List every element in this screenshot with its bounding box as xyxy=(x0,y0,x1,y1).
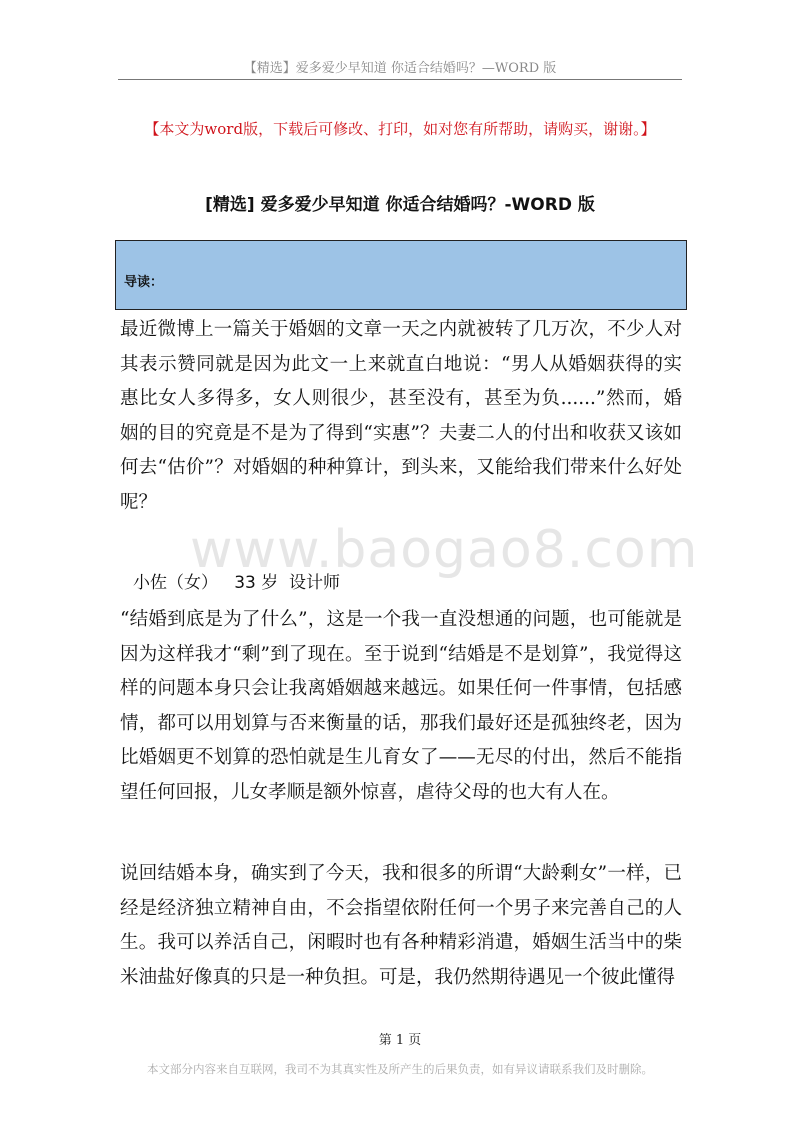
interviewee-byline: 小佐（女） 33 岁 设计师 xyxy=(133,573,341,593)
paragraph-2: “结婚到底是为了什么”，这是一个我一直没想通的问题，也可能就是因为这样我才“剩”到了现在。至于说到“结婚是不是划算”，我觉得这样的问题本身只会让我离婚姻越来越远。如果任何一件事情，包括感情，都可以用划算与否来衡量的话，那我们最好还是孤独终老，因为比婚姻更不划算的恐怕就是生儿育女了——无尽的付出，然后不能指望任何回报，儿女孝顺是额外惊喜，虐待父母的也大有人在。 xyxy=(120,609,682,803)
footer-disclaimer: 本文部分内容来自互联网，我司不为其真实性及所产生的后果负责，如有异议请联系我们及时删除。 xyxy=(147,1062,653,1076)
document-title: [精选] 爱多爱少早知道 你适合结婚吗？-WORD 版 xyxy=(205,195,595,215)
watermark: www.baogao8.com xyxy=(190,520,699,580)
lead-label: 导读： xyxy=(124,275,164,290)
page-number: 第 1 页 xyxy=(378,1033,422,1048)
lead-box xyxy=(115,240,687,310)
header-divider xyxy=(118,79,682,80)
paragraph-3: 说回结婚本身，确实到了今天，我和很多的所谓“大龄剩女”一样，已经是经济独立精神自由，不会指望依附任何一个男子来完善自己的人生。我可以养活自己，闲暇时也有各种精彩消遣，婚姻生活当中的柴米油盐好像真的只是一种负担。可是，我仍然期待遇见一个彼此懂得 xyxy=(120,863,682,988)
running-header: 【精选】爱多爱少早知道 你适合结婚吗？—WORD 版 xyxy=(243,61,557,76)
purchase-notice: 【本文为word版，下载后可修改、打印，如对您有所帮助，请购买，谢谢。】 xyxy=(144,120,656,138)
paragraph-intro: 最近微博上一篇关于婚姻的文章一天之内就被转了几万次，不少人对其表示赞同就是因为此文一上来就直白地说：“男人从婚姻获得的实惠比女人多得多，女人则很少，甚至没有，甚至为负......”然而，婚姻的目的究竟是不是为了得到“实惠”？夫妻二人的付出和收获又该如何去“估价”？对婚姻的种种算计，到头来，又能给我们带来什么好处呢？ xyxy=(120,319,682,513)
